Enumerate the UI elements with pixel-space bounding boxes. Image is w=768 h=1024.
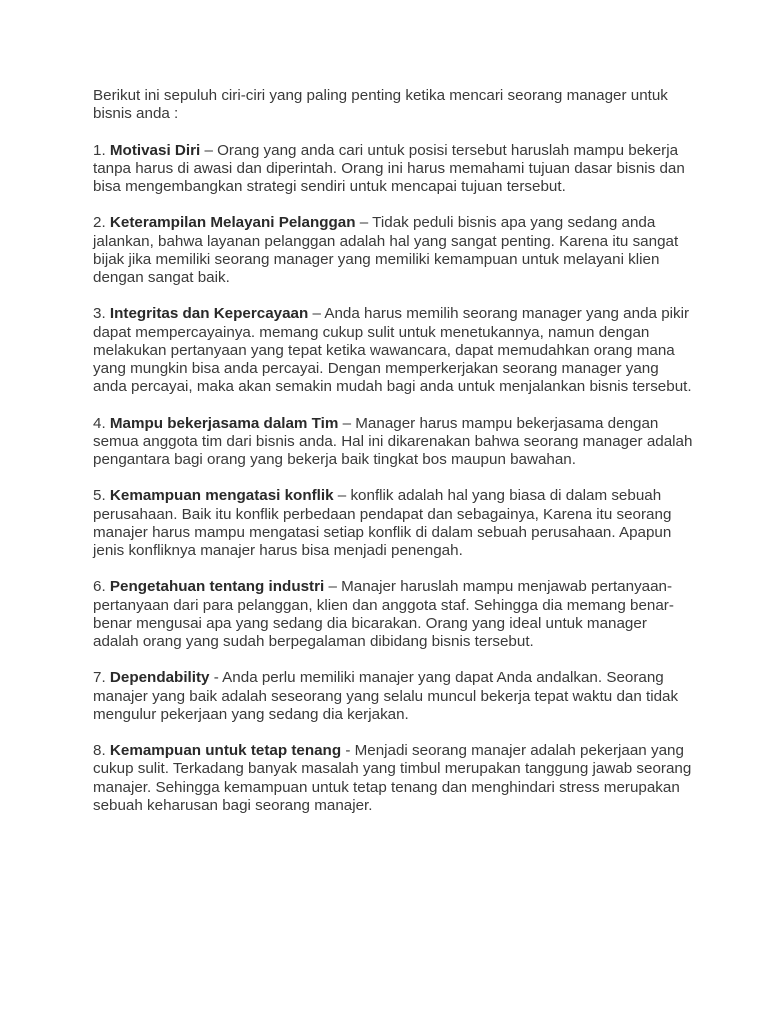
intro-paragraph: Berikut ini sepuluh ciri-ciri yang paling penting ketika mencari seorang manager untuk bisnis anda : (93, 87, 668, 123)
list-item-4 (93, 415, 693, 470)
item-separator: – (200, 141, 218, 159)
item-body: Tidak peduli bisnis apa yang sedang anda jalankan, bahwa layanan pelanggan adalah hal yang sangat penting. Karena itu sangat bijak jika memiliki seorang manager yang memiliki kemampuan untuk melayani klien dengan sangat baik. (93, 214, 679, 286)
item-title: Keterampilan Melayani Pelanggan (109, 214, 356, 232)
item-body: Orang yang anda cari untuk posisi tersebut haruslah mampu bekerja tanpa harus di awasi dan diperintah. Orang ini harus memahami tujuan dasar bisnis dan bisa mengembangkan strategi sendiri untuk mencapai tujuan tersebut. (93, 141, 685, 195)
item-number: 3. (93, 305, 106, 323)
item-title: Integritas dan Kepercayaan (109, 305, 309, 323)
item-number: 5. (93, 487, 106, 505)
item-title: Pengetahuan tentang industri (109, 578, 325, 596)
item-separator: – (308, 305, 325, 323)
item-number: 1. (93, 141, 106, 159)
item-title: Mampu bekerjasama dalam Tim (109, 414, 339, 432)
item-title: Kemampuan untuk tetap tenang (109, 742, 342, 760)
item-body: Menjadi seorang manajer adalah pekerjaan yang cukup sulit. Terkadang banyak masalah yang timbul merupakan tanggung jawab seorang manajer. Sehingga kemampuan untuk tetap tenang dan menghindari stress merupakan sebuah keharusan bagi seorang manajer. (93, 742, 692, 814)
item-separator: – (355, 214, 373, 232)
item-number: 2. (93, 214, 106, 232)
item-body: Anda perlu memiliki manajer yang dapat Anda andalkan. Seorang manajer yang baik adalah seseorang yang selalu muncul bekerja tepat waktu dan tidak mengulur pekerjaan yang sedang dia kerjakan. (93, 669, 679, 723)
item-number: 6. (93, 578, 106, 596)
list-item-7 (93, 669, 693, 724)
list-item-1 (93, 142, 693, 197)
item-number: 4. (93, 414, 106, 432)
item-body: Manager harus mampu bekerjasama dengan semua anggota tim dari bisnis anda. Hal ini dikarenakan bahwa seorang manager adalah pengantara bagi orang yang bekerja baik tingkat bos maupun bawahan. (93, 414, 693, 468)
item-title: Motivasi Diri (109, 141, 201, 159)
item-number: 7. (93, 669, 106, 687)
item-separator: - (209, 669, 223, 687)
item-separator: – (324, 578, 342, 596)
list-item-2 (93, 214, 693, 287)
item-title: Kemampuan mengatasi konflik (109, 487, 334, 505)
item-separator: - (341, 742, 355, 760)
item-body: Manajer haruslah mampu menjawab pertanyaan-pertanyaan dari para pelanggan, klien dan anggota staf. Sehingga dia memang benar-benar mengusai apa yang sedang dia bicarakan. Orang yang ideal untuk manager adalah orang yang sudah berpegalaman dibidang bisnis tersebut. (93, 578, 674, 650)
list-item-6 (93, 578, 693, 651)
list-item-3 (93, 305, 693, 396)
item-separator: – (333, 487, 351, 505)
list-item-5 (93, 487, 693, 560)
document-page (93, 87, 693, 833)
item-title: Dependability (109, 669, 210, 687)
item-number: 8. (93, 742, 106, 760)
item-separator: – (338, 414, 356, 432)
item-body: Anda harus memilih seorang manager yang anda pikir dapat mempercayainya. memang cukup sulit untuk menetukannya, namun dengan melakukan pertanyaan yang tepat ketika wawancara, dapat memudahkan orang mana yang mungkin bisa anda percayai. Dengan memperkerjakan seorang manager yang anda percayai, maka akan semakin mudah bagi anda untuk menjalankan bisnis tersebut. (93, 305, 692, 396)
item-body: konflik adalah hal yang biasa di dalam sebuah perusahaan. Baik itu konflik perbedaan pendapat dan sebagainya, Karena itu seorang manajer harus mampu mengatasi setiap konflik di dalam sebuah perusahaan. Apapun jenis konfliknya manajer harus bisa menjadi penengah. (93, 487, 672, 559)
list-item-8 (93, 742, 693, 815)
